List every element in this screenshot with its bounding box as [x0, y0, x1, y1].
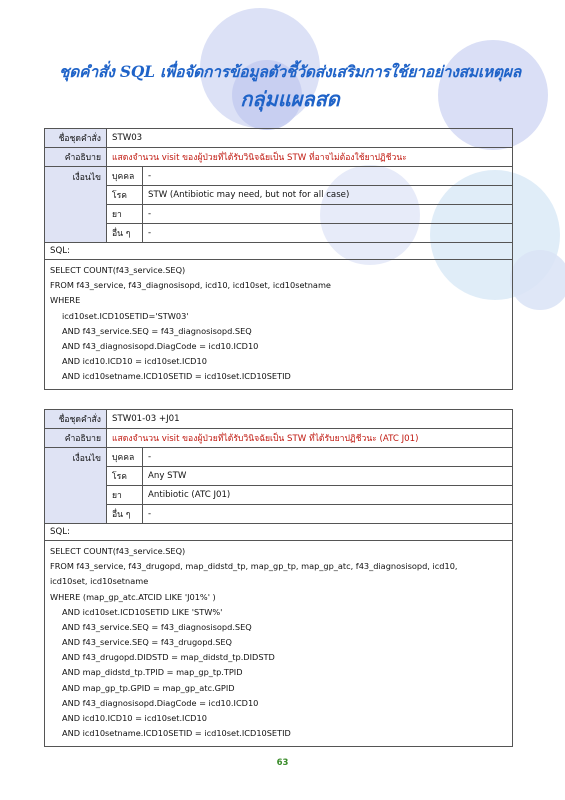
- person-value: -: [143, 167, 513, 186]
- sql-line: AND f43_drugopd.DIDSTD = map_didstd_tp.DIDSTD: [62, 652, 275, 663]
- condition-label: เงื่อนไข: [45, 448, 107, 524]
- sql-line: FROM f43_service, f43_drugopd, map_didstd_tp, map_gp_tp, map_gp_atc, f43_diagnosisopd, icd10,: [50, 561, 458, 572]
- condition-label: เงื่อนไข: [45, 167, 107, 243]
- sql-line: AND map_gp_tp.GPID = map_gp_atc.GPID: [62, 682, 235, 693]
- sql-line: AND f43_diagnosisopd.DiagCode = icd10.ICD10: [62, 697, 259, 708]
- sql-line: FROM f43_service, f43_diagnosisopd, icd10, icd10set, icd10setname: [50, 280, 331, 291]
- description-label: คำอธิบาย: [45, 148, 107, 167]
- description-value: แสดงจำนวน visit ของผู้ป่วยที่ได้รับวินิจฉัยเป็น STW ที่อาจไม่ต้องใช้ยาปฏิชีวนะ: [107, 148, 513, 167]
- sql-line: WHERE: [50, 295, 81, 306]
- sql-line: AND f43_service.SEQ = f43_diagnosisopd.SEQ: [62, 325, 252, 336]
- sql-line: AND icd10setname.ICD10SETID = icd10set.ICD10SETID: [62, 371, 291, 382]
- disease-value: STW (Antibiotic may need, but not for all case): [143, 186, 513, 205]
- person-value: -: [143, 448, 513, 467]
- page-title: [40, 62, 540, 112]
- sql-line: AND icd10set.ICD10SETID LIKE 'STW%': [62, 606, 223, 617]
- set-name-value: STW01-03 +J01: [107, 410, 513, 429]
- title-line-1: ชุดคำสั่ง SQL เพื่อจัดการข้อมูลตัวชี้วัดส่งเสริมการใช้ยาอย่างสมเหตุผล: [58, 62, 522, 81]
- other-label: อื่น ๆ: [107, 505, 143, 524]
- sql-line: AND icd10.ICD10 = icd10set.ICD10: [62, 712, 207, 723]
- decor-bubble: [510, 250, 565, 310]
- sql-code-block: [45, 260, 513, 390]
- sql-label: SQL:: [45, 243, 513, 260]
- sql-line: AND map_didstd_tp.TPID = map_gp_tp.TPID: [62, 667, 243, 678]
- description-value: แสดงจำนวน visit ของผู้ป่วยที่ได้รับวินิจฉัยเป็น STW ที่ได้รับยาปฏิชีวนะ (ATC J01): [107, 429, 513, 448]
- sql-line: AND icd10setname.ICD10SETID = icd10set.ICD10SETID: [62, 728, 291, 739]
- sql-set-table: [44, 128, 513, 390]
- other-value: -: [143, 224, 513, 243]
- sql-label: SQL:: [45, 524, 513, 541]
- sql-line: WHERE (map_gp_atc.ATCID LIKE 'J01%' ): [50, 591, 216, 602]
- sql-code-block: [45, 541, 513, 747]
- disease-label: โรค: [107, 186, 143, 205]
- person-label: บุคคล: [107, 448, 143, 467]
- other-value: -: [143, 505, 513, 524]
- drug-value: Antibiotic (ATC J01): [143, 486, 513, 505]
- sql-line: AND icd10.ICD10 = icd10set.ICD10: [62, 356, 207, 367]
- description-label: คำอธิบาย: [45, 429, 107, 448]
- sql-line: AND f43_service.SEQ = f43_drugopd.SEQ: [62, 637, 233, 648]
- page-number: 63: [276, 758, 289, 768]
- drug-label: ยา: [107, 486, 143, 505]
- title-line-2: กลุ่มแผลสด: [240, 87, 340, 112]
- drug-label: ยา: [107, 205, 143, 224]
- set-name-label: ชื่อชุดคำสั่ง: [45, 410, 107, 429]
- disease-value: Any STW: [143, 467, 513, 486]
- drug-value: -: [143, 205, 513, 224]
- person-label: บุคคล: [107, 167, 143, 186]
- set-name-value: STW03: [107, 129, 513, 148]
- sql-line: icd10set, icd10setname: [50, 576, 149, 587]
- set-name-label: ชื่อชุดคำสั่ง: [45, 129, 107, 148]
- sql-set-table: [44, 409, 513, 747]
- sql-line: SELECT COUNT(f43_service.SEQ): [50, 265, 186, 275]
- other-label: อื่น ๆ: [107, 224, 143, 243]
- sql-line: SELECT COUNT(f43_service.SEQ): [50, 546, 186, 556]
- sql-line: icd10set.ICD10SETID='STW03': [62, 310, 189, 321]
- disease-label: โรค: [107, 467, 143, 486]
- sql-line: AND f43_service.SEQ = f43_diagnosisopd.SEQ: [62, 621, 252, 632]
- sql-line: AND f43_diagnosisopd.DiagCode = icd10.ICD10: [62, 340, 259, 351]
